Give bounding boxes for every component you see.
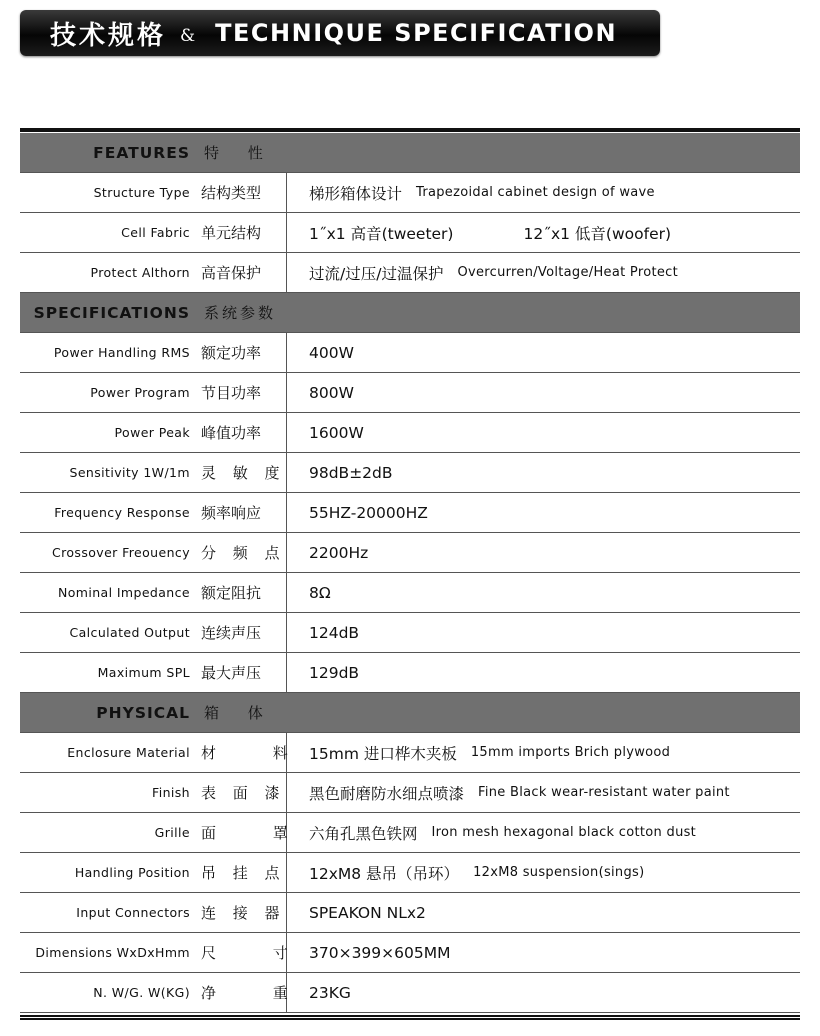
row-value: 55HZ-20000HZ — [309, 503, 428, 522]
row-value: 8Ω — [309, 583, 331, 602]
row-label: Dimensions WxDxHmm — [35, 945, 190, 960]
row-cell-fabric — [20, 213, 800, 253]
row-label-cn: 峰值功率 — [190, 413, 287, 452]
row-value: 23KG — [309, 983, 351, 1002]
top-rule — [20, 128, 800, 132]
value-cn: 过流/过压/过温保护 — [309, 264, 444, 283]
value-cn: 梯形箱体设计 — [309, 184, 403, 203]
row-label: Grille — [154, 825, 190, 840]
row-value: 370×399×605MM — [309, 943, 451, 962]
row-value — [287, 213, 800, 252]
row-label: Nominal Impedance — [57, 585, 190, 600]
row-label-cn: 节目功率 — [190, 373, 287, 412]
row-power-peak — [20, 413, 800, 453]
row-label-cn: 分 频 点 — [190, 533, 287, 572]
row-crossover-frequency — [20, 533, 800, 573]
row-value — [287, 253, 800, 292]
value-en: Iron mesh hexagonal black cotton dust — [431, 825, 697, 840]
row-label-cn: 表 面 漆 — [190, 773, 287, 812]
row-nominal-impedance — [20, 573, 800, 613]
row-input-connectors — [20, 893, 800, 933]
section-features — [20, 133, 800, 173]
row-net-gross-weight — [20, 973, 800, 1013]
section-heading-cn: 系统参数 — [204, 304, 277, 322]
row-label: Protect Althorn — [90, 265, 190, 280]
row-label-cn: 尺 寸 — [190, 933, 287, 972]
row-finish — [20, 773, 800, 813]
value-woofer: 12˝x1 低音(woofer) — [523, 224, 672, 243]
value-cn: 15mm 进口桦木夹板 — [309, 744, 457, 763]
value-en: Trapezoidal cabinet design of wave — [416, 185, 655, 200]
value-en: 12xM8 suspension(sings) — [473, 865, 645, 880]
row-value: 2200Hz — [309, 543, 369, 562]
row-sensitivity — [20, 453, 800, 493]
row-value: 98dB±2dB — [309, 463, 393, 482]
row-protect-althorn — [20, 253, 800, 293]
section-heading-en: PHYSICAL — [96, 703, 190, 722]
section-heading-cn: 特 性 — [204, 144, 266, 162]
value-en: 15mm imports Brich plywood — [470, 745, 671, 760]
row-label: Power Peak — [114, 425, 190, 440]
title-banner — [20, 10, 660, 56]
row-handling-position — [20, 853, 800, 893]
row-label: Cell Fabric — [121, 225, 190, 240]
section-heading-en: SPECIFICATIONS — [33, 303, 190, 322]
value-en: Fine Black wear-resistant water paint — [478, 785, 730, 800]
row-grille — [20, 813, 800, 853]
value-en: Overcurren/Voltage/Heat Protect — [457, 265, 678, 280]
value-tweeter: 1˝x1 高音(tweeter) — [309, 224, 454, 243]
row-label: Power Program — [90, 385, 190, 400]
row-label: Sensitivity 1W/1m — [69, 465, 190, 480]
bottom-rule — [20, 1015, 800, 1020]
section-heading-en: FEATURES — [93, 143, 190, 162]
row-label: Enclosure Material — [67, 745, 190, 760]
row-power-program — [20, 373, 800, 413]
row-calculated-output — [20, 613, 800, 653]
row-label-cn: 净 重 — [190, 973, 287, 1012]
value-cn: 黑色耐磨防水细点喷漆 — [309, 784, 465, 803]
title-ampersand: & — [180, 26, 196, 46]
section-physical — [20, 693, 800, 733]
section-specifications — [20, 293, 800, 333]
row-label: Handling Position — [74, 865, 190, 880]
row-value: 124dB — [309, 623, 360, 642]
row-label: Frequency Response — [54, 505, 190, 520]
row-label: Structure Type — [93, 185, 190, 200]
row-label: Input Connectors — [76, 905, 190, 920]
row-value: 129dB — [309, 663, 360, 682]
row-label-cn: 灵 敏 度 — [190, 453, 287, 492]
row-label-cn: 额定功率 — [190, 333, 287, 372]
row-value: 1600W — [309, 423, 364, 442]
row-label-cn: 高音保护 — [190, 253, 287, 292]
row-label-cn: 吊 挂 点 — [190, 853, 287, 892]
row-label: Power Handling RMS — [53, 345, 190, 360]
row-label: Maximum SPL — [97, 665, 190, 680]
row-value — [287, 173, 800, 212]
title-cn: 技术规格 — [50, 20, 167, 51]
row-value: SPEAKON NLx2 — [309, 903, 426, 922]
row-label-cn: 面 罩 — [190, 813, 287, 852]
row-dimensions — [20, 933, 800, 973]
row-power-handling-rms — [20, 333, 800, 373]
row-maximum-spl — [20, 653, 800, 693]
section-heading-cn: 箱 体 — [204, 704, 266, 722]
row-value — [287, 773, 800, 812]
row-label-cn: 单元结构 — [190, 213, 287, 252]
row-label: Finish — [152, 785, 190, 800]
row-label-cn: 连续声压 — [190, 613, 287, 652]
row-label-cn: 最大声压 — [190, 653, 287, 692]
row-value — [287, 733, 800, 772]
row-label-cn: 额定阻抗 — [190, 573, 287, 612]
row-label-cn: 频率响应 — [190, 493, 287, 532]
row-label-cn: 连 接 器 — [190, 893, 287, 932]
spec-table — [20, 133, 800, 1013]
row-enclosure-material — [20, 733, 800, 773]
row-value — [287, 813, 800, 852]
row-label-cn: 材 料 — [190, 733, 287, 772]
row-value — [287, 853, 800, 892]
value-cn: 12xM8 悬吊（吊环） — [309, 864, 460, 883]
row-value: 400W — [309, 343, 354, 362]
value-cn: 六角孔黑色铁网 — [309, 824, 418, 843]
row-label: Calculated Output — [69, 625, 190, 640]
row-value: 800W — [309, 383, 354, 402]
row-frequency-response — [20, 493, 800, 533]
row-label: Crossover Freouency — [51, 545, 190, 560]
row-label-cn: 结构类型 — [190, 173, 287, 212]
row-structure-type — [20, 173, 800, 213]
row-label: N. W/G. W(KG) — [93, 985, 190, 1000]
title-en: TECHNIQUE SPECIFICATION — [215, 19, 618, 47]
